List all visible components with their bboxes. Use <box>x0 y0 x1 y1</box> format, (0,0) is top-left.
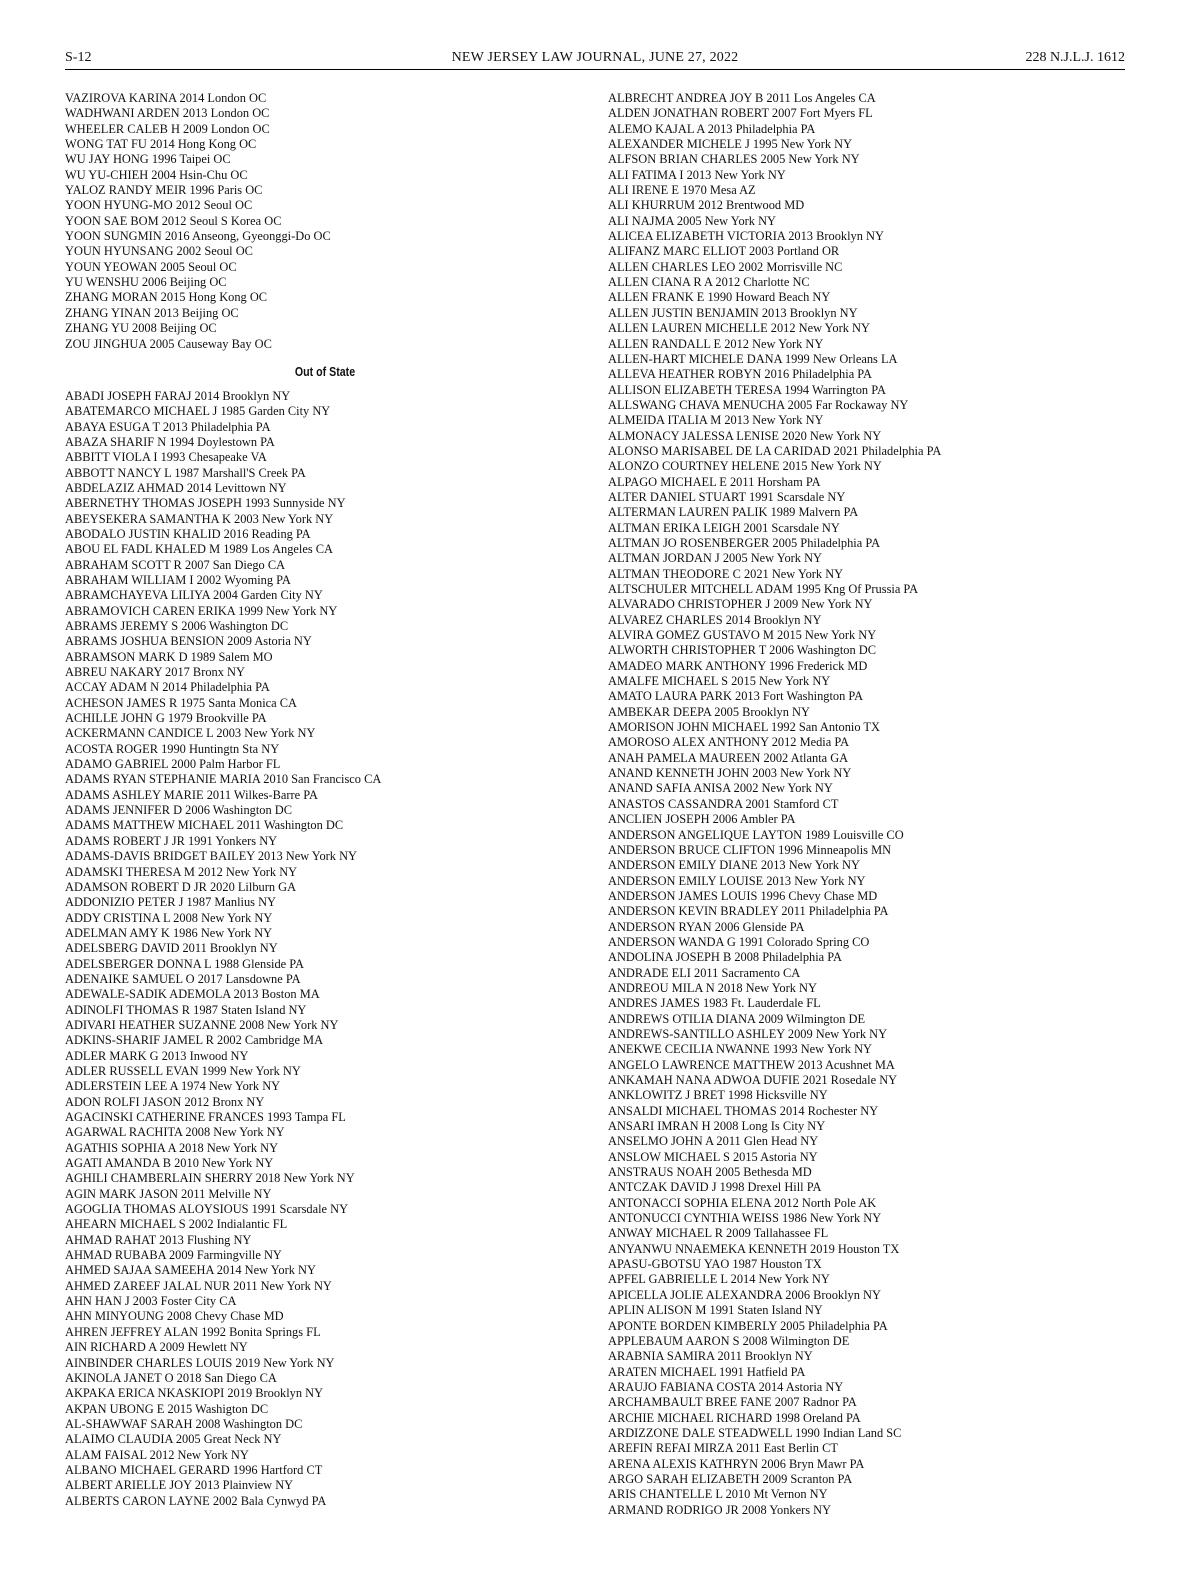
out-of-state-attorney-list <box>65 389 585 1509</box>
list-item: ALVARADO CHRISTOPHER J 2009 New York NY <box>608 597 873 612</box>
list-item: ABATEMARCO MICHAEL J 1985 Garden City NY <box>65 404 331 419</box>
list-item: ACHILLE JOHN G 1979 Brookville PA <box>65 711 267 726</box>
list-item: ABAYA ESUGA T 2013 Philadelphia PA <box>65 419 271 434</box>
list-item: AKINOLA JANET O 2018 San Diego CA <box>65 1370 277 1385</box>
list-item: AMORISON JOHN MICHAEL 1992 San Antonio TX <box>608 720 880 735</box>
list-item: AGHILI CHAMBERLAIN SHERRY 2018 New York NY <box>65 1171 355 1186</box>
list-item: ABODALO JUSTIN KHALID 2016 Reading PA <box>65 526 311 541</box>
list-item: WONG TAT FU 2014 Hong Kong OC <box>65 137 257 152</box>
list-item: ALLISON ELIZABETH TERESA 1994 Warrington PA <box>608 382 886 397</box>
list-item: APICELLA JOLIE ALEXANDRA 2006 Brooklyn NY <box>608 1287 881 1302</box>
list-item: ACKERMANN CANDICE L 2003 New York NY <box>65 726 316 741</box>
list-item: ANTONUCCI CYNTHIA WEISS 1986 New York NY <box>608 1211 882 1226</box>
list-item: AGOGLIA THOMAS ALOYSIOUS 1991 Scarsdale NY <box>65 1202 349 1217</box>
list-item: ADINOLFI THOMAS R 1987 Staten Island NY <box>65 1002 307 1017</box>
list-item: YOON HYUNG-MO 2012 Seoul OC <box>65 198 253 213</box>
list-item: ALFSON BRIAN CHARLES 2005 New York NY <box>608 152 860 167</box>
list-item: ALLEN CHARLES LEO 2002 Morrisville NC <box>608 259 843 274</box>
list-item: AMADEO MARK ANTHONY 1996 Frederick MD <box>608 658 868 673</box>
list-item: ABERNETHY THOMAS JOSEPH 1993 Sunnyside NY <box>65 496 346 511</box>
list-item: ALLEN FRANK E 1990 Howard Beach NY <box>608 290 831 305</box>
list-item: ANTCZAK DAVID J 1998 Drexel Hill PA <box>608 1180 822 1195</box>
list-item: ALMEIDA ITALIA M 2013 New York NY <box>608 413 824 428</box>
list-item: ALTMAN JORDAN J 2005 New York NY <box>608 551 822 566</box>
list-item: ARMAND RODRIGO JR 2008 Yonkers NY <box>608 1502 832 1517</box>
list-item: ALBANO MICHAEL GERARD 1996 Hartford CT <box>65 1462 323 1477</box>
list-item: ALIFANZ MARC ELLIOT 2003 Portland OR <box>608 244 840 259</box>
list-item: AREFIN REFAI MIRZA 2011 East Berlin CT <box>608 1441 838 1456</box>
list-item: ARDIZZONE DALE STEADWELL 1990 Indian Land SC <box>608 1425 902 1440</box>
list-item: AGIN MARK JASON 2011 Melville NY <box>65 1186 272 1201</box>
list-item: ALTMAN ERIKA LEIGH 2001 Scarsdale NY <box>608 520 840 535</box>
list-item: ARENA ALEXIS KATHRYN 2006 Bryn Mawr PA <box>608 1456 865 1471</box>
list-item: AGARWAL RACHITA 2008 New York NY <box>65 1125 285 1140</box>
list-item: ABRAMS JEREMY S 2006 Washington DC <box>65 619 289 633</box>
list-item: AHMED SAJAA SAMEEHA 2014 New York NY <box>65 1263 316 1278</box>
list-item: APFEL GABRIELLE L 2014 New York NY <box>608 1272 830 1287</box>
list-item: ALLEVA HEATHER ROBYN 2016 Philadelphia PA <box>608 367 872 382</box>
list-item: AHMAD RAHAT 2013 Flushing NY <box>65 1232 252 1247</box>
list-item: ALAIMO CLAUDIA 2005 Great Neck NY <box>65 1432 282 1447</box>
list-item: ARAUJO FABIANA COSTA 2014 Astoria NY <box>608 1379 844 1394</box>
list-item: ABREU NAKARY 2017 Bronx NY <box>65 665 245 680</box>
list-item: ANDREOU MILA N 2018 New York NY <box>608 980 817 995</box>
list-item: ANASTOS CASSANDRA 2001 Stamford CT <box>608 796 839 811</box>
list-item: ADLERSTEIN LEE A 1974 New York NY <box>65 1079 281 1094</box>
list-item: ADIVARI HEATHER SUZANNE 2008 New York NY <box>65 1017 339 1032</box>
list-item: AHMED ZAREEF JALAL NUR 2011 New York NY <box>65 1278 332 1293</box>
list-item: ABADI JOSEPH FARAJ 2014 Brooklyn NY <box>65 388 291 403</box>
list-item: ANDERSON KEVIN BRADLEY 2011 Philadelphia PA <box>608 904 889 919</box>
list-item: ALLEN-HART MICHELE DANA 1999 New Orleans LA <box>608 351 898 366</box>
list-item: ANKLOWITZ J BRET 1998 Hicksville NY <box>608 1088 828 1103</box>
list-item: ADAMS ROBERT J JR 1991 Yonkers NY <box>65 833 278 848</box>
list-item: ADDY CRISTINA L 2008 New York NY <box>65 910 273 925</box>
list-item: ABRAMSON MARK D 1989 Salem MO <box>65 649 273 664</box>
list-item: ANWAY MICHAEL R 2009 Tallahassee FL <box>608 1226 829 1241</box>
list-item: ABRAMCHAYEVA LILIYA 2004 Garden City NY <box>65 588 323 603</box>
list-item: ADAMSKI THERESA M 2012 New York NY <box>65 864 298 879</box>
list-item: AINBINDER CHARLES LOUIS 2019 New York NY <box>65 1355 335 1370</box>
list-item: ALLSWANG CHAVA MENUCHA 2005 Far Rockaway NY <box>608 397 909 412</box>
list-item: ADAMSON ROBERT D JR 2020 Lilburn GA <box>65 879 297 894</box>
list-item: ANCLIEN JOSEPH 2006 Ambler PA <box>608 812 796 827</box>
list-item: APPLEBAUM AARON S 2008 Wilmington DE <box>608 1333 850 1348</box>
list-item: ALI KHURRUM 2012 Brentwood MD <box>608 198 805 213</box>
list-item: ANDERSON BRUCE CLIFTON 1996 Minneapolis MN <box>608 842 892 857</box>
list-item: ANYANWU NNAEMEKA KENNETH 2019 Houston TX <box>608 1241 900 1256</box>
list-item: AMBEKAR DEEPA 2005 Brooklyn NY <box>608 704 810 719</box>
list-item: ANDERSON EMILY DIANE 2013 New York NY <box>608 858 860 873</box>
list-item: ADELMAN AMY K 1986 New York NY <box>65 925 273 940</box>
list-item: ANDRES JAMES 1983 Ft. Lauderdale FL <box>608 996 821 1011</box>
list-item: ZHANG MORAN 2015 Hong Kong OC <box>65 290 268 305</box>
foreign-attorney-list <box>65 91 585 352</box>
list-item: AGATHIS SOPHIA A 2018 New York NY <box>65 1140 279 1155</box>
list-item: ADAMS-DAVIS BRIDGET BAILEY 2013 New York NY <box>65 849 357 864</box>
list-item: ARGO SARAH ELIZABETH 2009 Scranton PA <box>608 1471 853 1486</box>
list-item: ZHANG YINAN 2013 Beijing OC <box>65 305 239 320</box>
list-item: ADEWALE-SADIK ADEMOLA 2013 Boston MA <box>65 987 320 1002</box>
list-item: ANAND SAFIA ANISA 2002 New York NY <box>608 781 833 796</box>
list-item: ANDREWS OTILIA DIANA 2009 Wilmington DE <box>608 1011 866 1026</box>
list-item: ABBITT VIOLA I 1993 Chesapeake VA <box>65 450 267 465</box>
list-item: ARABNIA SAMIRA 2011 Brooklyn NY <box>608 1349 813 1364</box>
list-item: ALONZO COURTNEY HELENE 2015 New York NY <box>608 459 882 474</box>
list-item: ALEMO KAJAL A 2013 Philadelphia PA <box>608 121 816 136</box>
list-item: ALLEN CIANA R A 2012 Charlotte NC <box>608 275 810 290</box>
list-item: ANSELMO JOHN A 2011 Glen Head NY <box>608 1134 819 1149</box>
list-item: ABRAHAM WILLIAM I 2002 Wyoming PA <box>65 572 291 587</box>
list-item: AGATI AMANDA B 2010 New York NY <box>65 1156 274 1171</box>
list-item: ABOU EL FADL KHALED M 1989 Los Angeles CA <box>65 542 333 557</box>
list-item: AMATO LAURA PARK 2013 Fort Washington PA <box>608 689 864 704</box>
list-item: ADON ROLFI JASON 2012 Bronx NY <box>65 1094 265 1109</box>
list-item: YU WENSHU 2006 Beijing OC <box>65 275 227 290</box>
list-item: YOON SAE BOM 2012 Seoul S Korea OC <box>65 213 282 228</box>
list-item: ARCHIE MICHAEL RICHARD 1998 Oreland PA <box>608 1410 861 1425</box>
list-item: APONTE BORDEN KIMBERLY 2005 Philadelphia PA <box>608 1318 888 1333</box>
list-item: ALTER DANIEL STUART 1991 Scarsdale NY <box>608 489 846 504</box>
list-item: ALWORTH CHRISTOPHER T 2006 Washington DC <box>608 643 876 658</box>
list-item: ADDONIZIO PETER J 1987 Manlius NY <box>65 895 276 910</box>
list-item: ALMONACY JALESSA LENISE 2020 New York NY <box>608 428 882 443</box>
list-item: YOUN HYUNSANG 2002 Seoul OC <box>65 244 253 259</box>
list-item: APASU-GBOTSU YAO 1987 Houston TX <box>608 1257 822 1272</box>
list-item: YOON SUNGMIN 2016 Anseong, Gyeonggi-Do OC <box>65 229 331 244</box>
list-item: ANDERSON EMILY LOUISE 2013 New York NY <box>608 873 866 888</box>
list-item: AHN HAN J 2003 Foster City CA <box>65 1294 237 1309</box>
list-item: ANDERSON RYAN 2006 Glenside PA <box>608 919 805 934</box>
list-item: ALVAREZ CHARLES 2014 Brooklyn NY <box>608 612 822 627</box>
section-title-out-of-state: Out of State <box>294 364 356 379</box>
list-item: ABAZA SHARIF N 1994 Doylestown PA <box>65 434 275 449</box>
list-item: AGACINSKI CATHERINE FRANCES 1993 Tampa FL <box>65 1110 346 1124</box>
list-item: ANDREWS-SANTILLO ASHLEY 2009 New York NY <box>608 1026 888 1041</box>
list-item: ANSTRAUS NOAH 2005 Bethesda MD <box>608 1165 812 1180</box>
list-item: ANSARI IMRAN H 2008 Long Is City NY <box>608 1119 826 1134</box>
list-item: ALTERMAN LAUREN PALIK 1989 Malvern PA <box>608 505 859 520</box>
out-of-state-attorney-list-continued <box>608 91 1128 1518</box>
list-item: ADAMS JENNIFER D 2006 Washington DC <box>65 803 292 818</box>
list-item: WHEELER CALEB H 2009 London OC <box>65 121 270 136</box>
list-item: ALVIRA GOMEZ GUSTAVO M 2015 New York NY <box>608 628 877 643</box>
list-item: ANTONACCI SOPHIA ELENA 2012 North Pole AK <box>608 1195 877 1210</box>
list-item: WADHWANI ARDEN 2013 London OC <box>65 106 270 121</box>
list-item: ALBERT ARIELLE JOY 2013 Plainview NY <box>65 1478 294 1493</box>
list-item: ADLER RUSSELL EVAN 1999 New York NY <box>65 1063 301 1078</box>
list-item: AHMAD RUBABA 2009 Farmingville NY <box>65 1248 282 1263</box>
list-item: ANDERSON WANDA G 1991 Colorado Spring CO <box>608 934 870 949</box>
list-item: ALTMAN THEODORE C 2021 New York NY <box>608 566 844 581</box>
list-item: ALI FATIMA I 2013 New York NY <box>608 167 786 182</box>
list-item: AHEARN MICHAEL S 2002 Indialantic FL <box>65 1217 288 1232</box>
list-item: ANAH PAMELA MAUREEN 2002 Atlanta GA <box>608 750 849 765</box>
list-item: ANAND KENNETH JOHN 2003 New York NY <box>608 766 852 781</box>
list-item: AL-SHAWWAF SARAH 2008 Washington DC <box>65 1416 303 1431</box>
list-item: ABEYSEKERA SAMANTHA K 2003 New York NY <box>65 511 334 526</box>
list-item: ZOU JINGHUA 2005 Causeway Bay OC <box>65 336 272 351</box>
list-item: ANEKWE CECILIA NWANNE 1993 New York NY <box>608 1042 872 1057</box>
list-item: AKPAKA ERICA NKASKIOPI 2019 Brooklyn NY <box>65 1386 324 1401</box>
list-item: ALLEN JUSTIN BENJAMIN 2013 Brooklyn NY <box>608 305 858 320</box>
list-item: ALBRECHT ANDREA JOY B 2011 Los Angeles CA <box>608 91 876 105</box>
list-item: VAZIROVA KARINA 2014 London OC <box>65 91 267 105</box>
list-item: ALAM FAISAL 2012 New York NY <box>65 1447 249 1462</box>
list-item: ANGELO LAWRENCE MATTHEW 2013 Acushnet MA <box>608 1057 895 1072</box>
list-item: ALEXANDER MICHELE J 1995 New York NY <box>608 137 853 152</box>
list-item: ADAMO GABRIEL 2000 Palm Harbor FL <box>65 757 281 772</box>
list-item: WU YU-CHIEH 2004 Hsin-Chu OC <box>65 167 248 182</box>
list-item: ANSALDI MICHAEL THOMAS 2014 Rochester NY <box>608 1103 879 1118</box>
list-item: ACHESON JAMES R 1975 Santa Monica CA <box>65 695 297 710</box>
list-item: ADELSBERG DAVID 2011 Brooklyn NY <box>65 941 278 956</box>
page-header <box>65 49 1125 70</box>
list-item: ADENAIKE SAMUEL O 2017 Lansdowne PA <box>65 971 301 986</box>
list-item: AHREN JEFFREY ALAN 1992 Bonita Springs FL <box>65 1324 321 1339</box>
list-item: YOUN YEOWAN 2005 Seoul OC <box>65 259 237 274</box>
list-item: AHN MINYOUNG 2008 Chevy Chase MD <box>65 1309 284 1324</box>
list-item: ANDRADE ELI 2011 Sacramento CA <box>608 965 801 980</box>
list-item: ALPAGO MICHAEL E 2011 Horsham PA <box>608 474 821 489</box>
list-item: ZHANG YU 2008 Beijing OC <box>65 321 217 336</box>
list-item: ABRAMS JOSHUA BENSION 2009 Astoria NY <box>65 634 312 649</box>
page-number: S-12 <box>65 50 92 65</box>
list-item: AKPAN UBONG E 2015 Washigton DC <box>65 1401 269 1416</box>
list-item: ANSLOW MICHAEL S 2015 Astoria NY <box>608 1149 818 1164</box>
list-item: AMOROSO ALEX ANTHONY 2012 Media PA <box>608 735 850 750</box>
list-item: ANDERSON ANGELIQUE LAYTON 1989 Louisville CO <box>608 827 904 842</box>
list-item: ALLEN LAUREN MICHELLE 2012 New York NY <box>608 321 870 336</box>
list-item: ABRAMOVICH CAREN ERIKA 1999 New York NY <box>65 603 338 618</box>
list-item: APLIN ALISON M 1991 Staten Island NY <box>608 1303 823 1318</box>
list-item: ALICEA ELIZABETH VICTORIA 2013 Brooklyn NY <box>608 229 884 244</box>
list-item: ADAMS MATTHEW MICHAEL 2011 Washington DC <box>65 818 344 833</box>
citation-label: 228 N.J.L.J. 1612 <box>1025 50 1125 65</box>
list-item: AMALFE MICHAEL S 2015 New York NY <box>608 674 831 689</box>
list-item: ALTSCHULER MITCHELL ADAM 1995 Kng Of Prussia PA <box>608 582 919 596</box>
list-item: ADAMS ASHLEY MARIE 2011 Wilkes-Barre PA <box>65 787 318 802</box>
publication-title: NEW JERSEY LAW JOURNAL, JUNE 27, 2022 <box>451 50 739 65</box>
list-item: ALDEN JONATHAN ROBERT 2007 Fort Myers FL <box>608 106 873 121</box>
list-item: ARATEN MICHAEL 1991 Hatfield PA <box>608 1364 806 1379</box>
list-item: ALBERTS CARON LAYNE 2002 Bala Cynwyd PA <box>65 1493 327 1508</box>
list-item: ALI IRENE E 1970 Mesa AZ <box>608 183 756 198</box>
list-item: ARIS CHANTELLE L 2010 Mt Vernon NY <box>608 1487 828 1502</box>
list-item: AIN RICHARD A 2009 Hewlett NY <box>65 1340 248 1355</box>
list-item: ADAMS RYAN STEPHANIE MARIA 2010 San Francisco CA <box>65 772 382 787</box>
list-item: ADELSBERGER DONNA L 1988 Glenside PA <box>65 956 304 971</box>
list-item: ARCHAMBAULT BREE FANE 2007 Radnor PA <box>608 1395 857 1410</box>
list-item: ACCAY ADAM N 2014 Philadelphia PA <box>65 680 270 695</box>
list-item: ABRAHAM SCOTT R 2007 San Diego CA <box>65 557 286 572</box>
list-item: ANKAMAH NANA ADWOA DUFIE 2021 Rosedale NY <box>608 1073 898 1087</box>
list-item: ALTMAN JO ROSENBERGER 2005 Philadelphia PA <box>608 535 881 550</box>
list-item: ALI NAJMA 2005 New York NY <box>608 213 776 228</box>
list-item: ALLEN RANDALL E 2012 New York NY <box>608 336 824 351</box>
list-item: ANDOLINA JOSEPH B 2008 Philadelphia PA <box>608 950 842 965</box>
list-item: ACOSTA ROGER 1990 Huntingtn Sta NY <box>65 741 280 756</box>
left-column <box>65 91 585 1509</box>
list-item: WU JAY HONG 1996 Taipei OC <box>65 152 231 167</box>
list-item: ABBOTT NANCY L 1987 Marshall'S Creek PA <box>65 465 306 480</box>
list-item: ADLER MARK G 2013 Inwood NY <box>65 1048 249 1063</box>
list-item: ALONSO MARISABEL DE LA CARIDAD 2021 Philadelphia PA <box>608 443 942 458</box>
list-item: YALOZ RANDY MEIR 1996 Paris OC <box>65 183 263 198</box>
list-item: ADKINS-SHARIF JAMEL R 2002 Cambridge MA <box>65 1033 324 1048</box>
list-item: ANDERSON JAMES LOUIS 1996 Chevy Chase MD <box>608 888 878 903</box>
right-column <box>608 91 1128 1518</box>
list-item: ABDELAZIZ AHMAD 2014 Levittown NY <box>65 480 287 495</box>
